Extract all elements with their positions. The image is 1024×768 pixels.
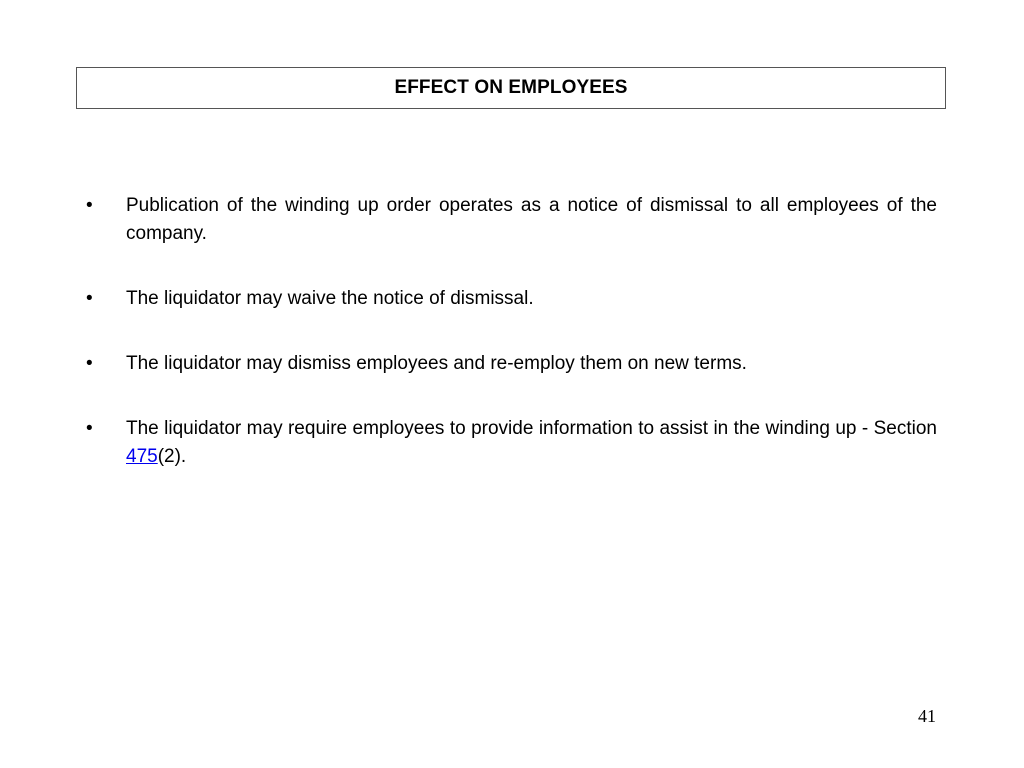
bullet-marker: • xyxy=(86,353,93,374)
bullet-text-before-link: The liquidator may require employees to provide information to assist in the winding up - Section xyxy=(126,418,937,439)
bullet-text-after-link: (2). xyxy=(157,446,187,467)
slide-title-box xyxy=(76,67,946,109)
bullet-marker: • xyxy=(86,418,93,439)
bullet-item-waive-notice xyxy=(86,285,937,313)
bullet-text: The liquidator may dismiss employees and re-employ them on new terms. xyxy=(126,353,747,374)
slide-title: EFFECT ON EMPLOYEES xyxy=(394,77,628,98)
bullet-list xyxy=(86,192,937,508)
page-number: 41 xyxy=(918,706,936,726)
section-475-link[interactable]: 475 xyxy=(126,446,158,467)
bullet-marker: • xyxy=(86,288,93,309)
bullet-item-publication xyxy=(86,192,937,248)
bullet-marker: • xyxy=(86,195,93,216)
bullet-text: Publication of the winding up order operates as a notice of dismissal to all employees of the company. xyxy=(126,195,937,244)
bullet-item-require-information xyxy=(86,415,937,471)
bullet-item-dismiss-reemploy xyxy=(86,350,937,378)
bullet-text: The liquidator may waive the notice of dismissal. xyxy=(126,288,534,309)
